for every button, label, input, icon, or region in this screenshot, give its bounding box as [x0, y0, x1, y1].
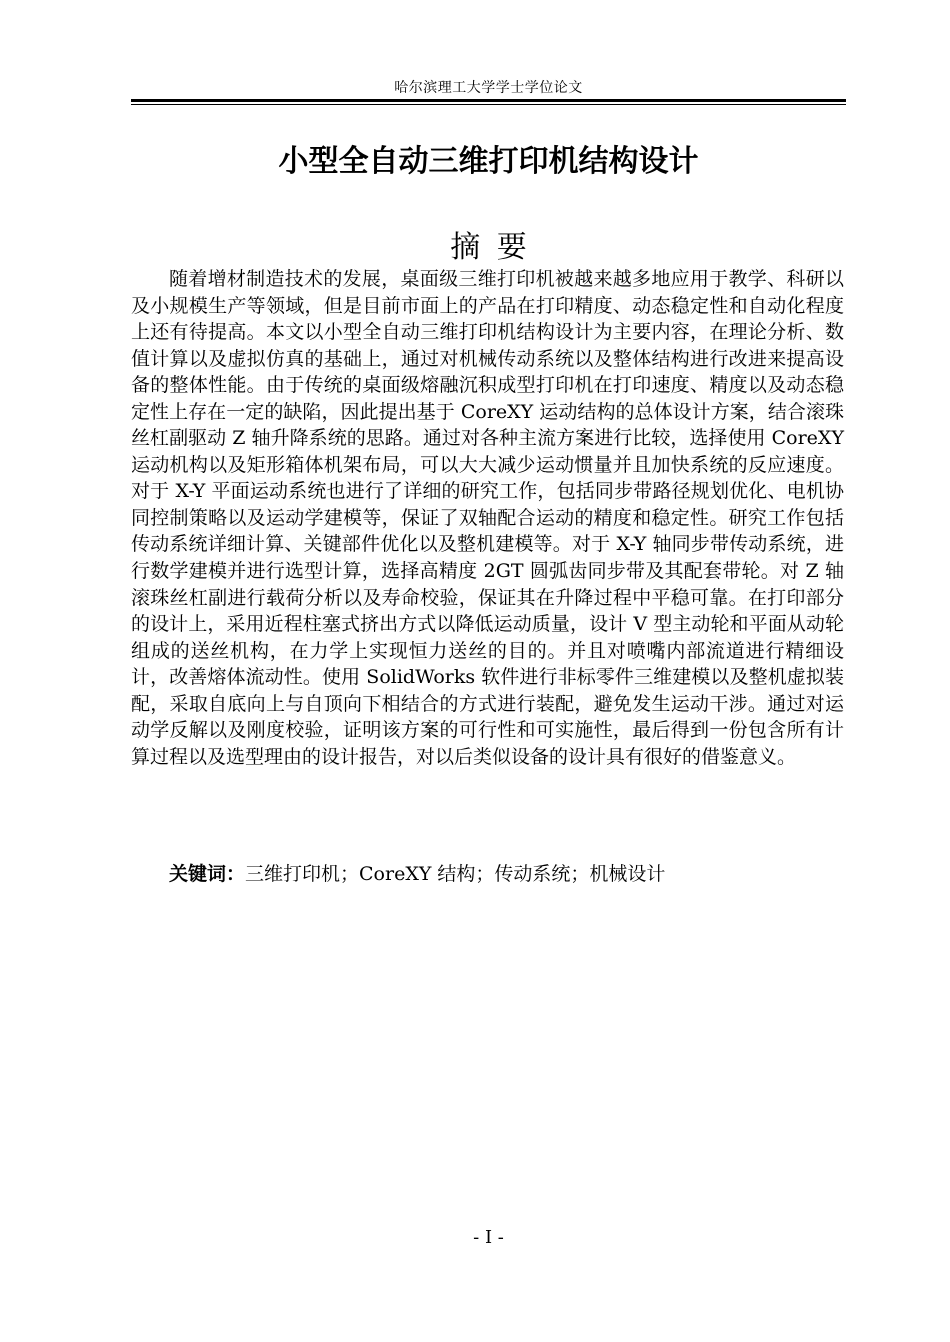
- abstract-paragraph: 随着增材制造技术的发展，桌面级三维打印机被越来越多地应用于教学、科研以及小规模生产等领域，但是目前市面上的产品在打印精度、动态稳定性和自动化程度上还有待提高。本文以小型全自动三维打印机结构设计为主要内容，在理论分析、数值计算以及虚拟仿真的基础上，通过对机械传动系统以及整体结构进行改进来提高设备的整体性能。由于传统的桌面级熔融沉积成型打印机在打印速度、精度以及动态稳定性上存在一定的缺陷，因此提出基于 CoreXY 运动结构的总体设计方案，结合滚珠丝杠副驱动 Z 轴升降系统的思路。通过对各种主流方案进行比较，选择使用 CoreXY 运动机构以及矩形箱体机架布局，可以大大减少运动惯量并且加快系统的反应速度。对于 X-Y 平面运动系统也进行了详细的研究工作，包括同步带路径规划优化、电机协同控制策略以及运动学建模等，保证了双轴配合运动的精度和稳定性。研究工作包括传动系统详细计算、关键部件优化以及整机建模等。对于 X-Y 轴同步带传动系统，进行数学建模并进行选型计算，选择高精度 2GT 圆弧齿同步带及其配套带轮。对 Z 轴滚珠丝杠副进行载荷分析以及寿命校验，保证其在升降过程中平稳可靠。在打印部分的设计上，采用近程柱塞式挤出方式以降低运动质量，设计 V 型主动轮和平面从动轮组成的送丝机构，在力学上实现恒力送丝的目的。并且对喷嘴内部流道进行精细设计，改善熔体流动性。使用 SolidWorks 软件进行非标零件三维建模以及整机虚拟装配，采取自底向上与自顶向下相结合的方式进行装配，避免发生运动干涉。通过对运动学反解以及刚度校验，证明该方案的可行性和可实施性，最后得到一份包含所有计算过程以及选型理由的设计报告，对以后类似设备的设计具有很好的借鉴意义。: [131, 268, 844, 768]
- header-rule-thin: [131, 104, 846, 105]
- running-header: 哈尔滨理工大学学士学位论文: [394, 80, 583, 96]
- abstract-heading: 摘要: [450, 230, 544, 265]
- page-number: - I -: [473, 1227, 504, 1248]
- header-rule-thick: [131, 99, 846, 102]
- keywords-text: 三维打印机；CoreXY 结构；传动系统；机械设计: [245, 863, 666, 885]
- document-title: 小型全自动三维打印机结构设计: [278, 144, 699, 179]
- keywords-label: 关键词：: [169, 863, 246, 885]
- keywords-line: [131, 861, 844, 888]
